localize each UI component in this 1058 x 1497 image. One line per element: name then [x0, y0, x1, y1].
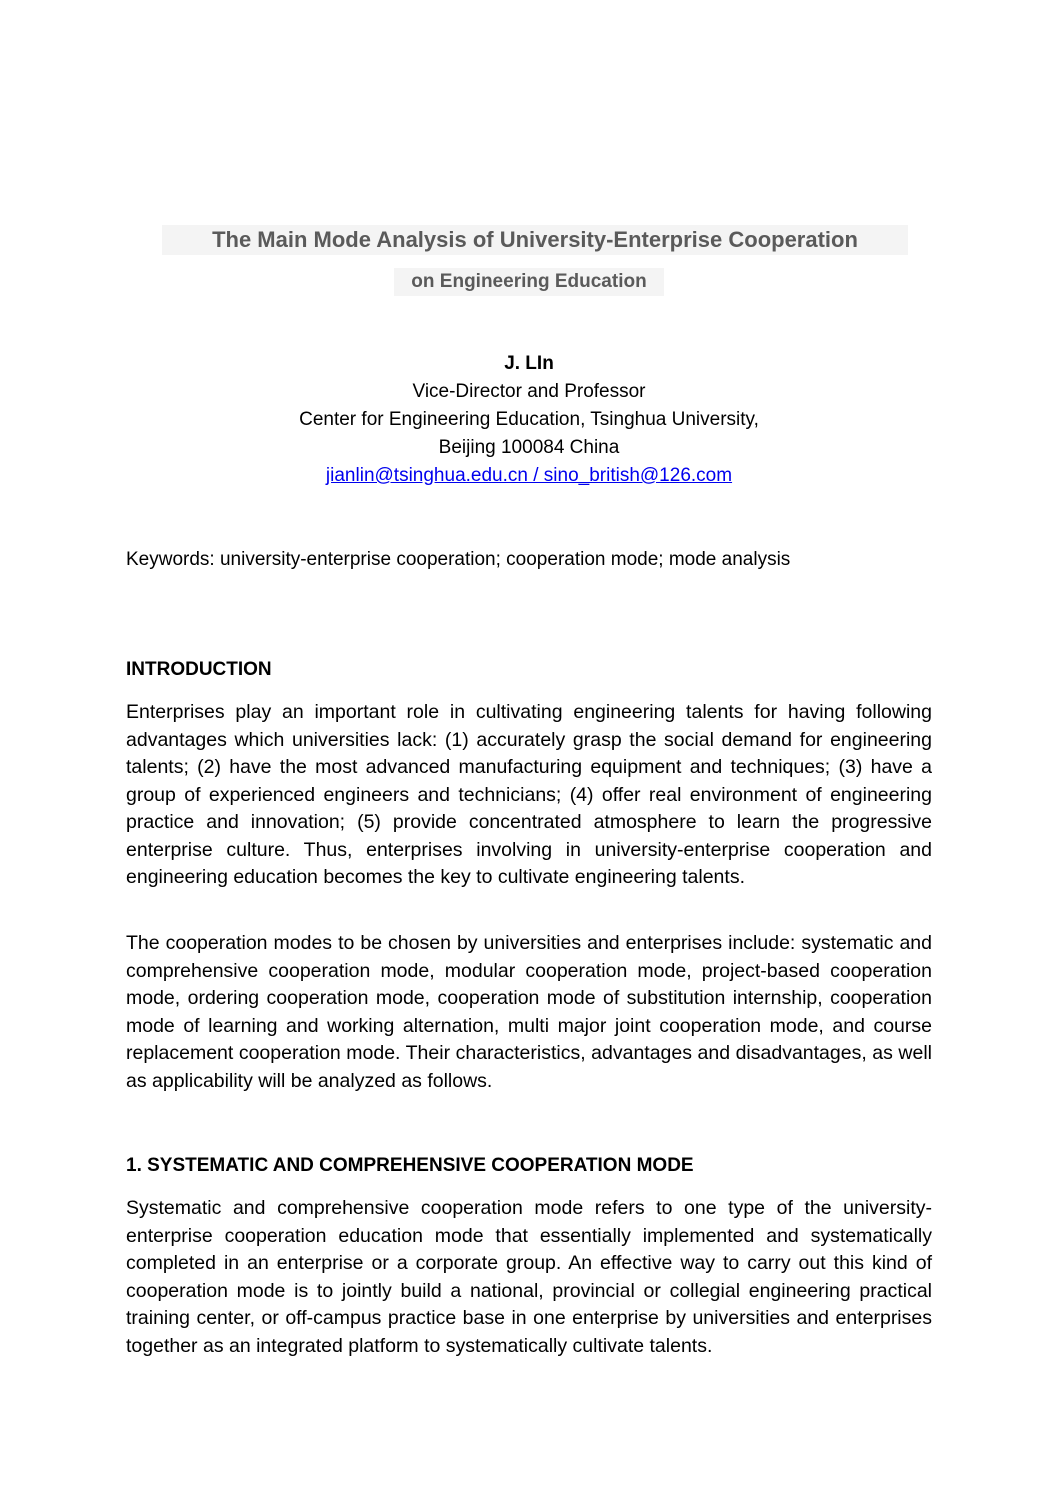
author-block — [0, 350, 1058, 490]
keywords: Keywords: university-enterprise cooperation; cooperation mode; mode analysis — [126, 549, 791, 570]
author-position: Vice-Director and Professor — [412, 381, 646, 402]
section-1-heading: 1. SYSTEMATIC AND COMPREHENSIVE COOPERATION MODE — [126, 1155, 694, 1176]
introduction-heading: INTRODUCTION — [126, 659, 272, 680]
introduction-paragraph-1: Enterprises play an important role in cultivating engineering talents for having following advantages which universities lack: (1) accurately grasp the social demand for engineering talents; (2) have the most advanced manufacturing equipment and techniques; (3) have a group of experienced engineers and technicians; (4) offer real environment of engineering practice and innovation; (5) provide concentrated atmosphere to learn the progressive enterprise culture. Thus, enterprises involving in university-enterprise cooperation and engineering education becomes the key to cultivate engineering talents. — [126, 701, 932, 888]
author-name: J. LIn — [504, 353, 554, 374]
author-address: Beijing 100084 China — [438, 437, 620, 458]
paper-subtitle: on Engineering Education — [394, 268, 664, 296]
author-affiliation: Center for Engineering Education, Tsinghua University, — [299, 409, 759, 430]
author-email-link[interactable]: jianlin@tsinghua.edu.cn / sino_british@126.com — [325, 465, 733, 486]
introduction-paragraph-2: The cooperation modes to be chosen by universities and enterprises include: systematic and comprehensive cooperation mode, modular cooperation mode, project-based cooperation mode, ordering cooperation mode, cooperation mode of substitution internship, cooperation mode of learning and working alternation, multi major joint cooperation mode, and course replacement cooperation mode. Their characteristics, advantages and disadvantages, as well as applicability will be analyzed as follows. — [126, 932, 932, 1092]
section-1-paragraph-1: Systematic and comprehensive cooperation mode refers to one type of the university-enterprise cooperation education mode that essentially implemented and systematically completed in an enterprise or a corporate group. An effective way to carry out this kind of cooperation mode is to jointly build a national, provincial or collegial engineering practical training center, or off-campus practice base in one enterprise by universities and enterprises together as an integrated platform to systematically cultivate talents. — [126, 1197, 932, 1357]
paper-title: The Main Mode Analysis of University-Enterprise Cooperation — [162, 225, 908, 255]
